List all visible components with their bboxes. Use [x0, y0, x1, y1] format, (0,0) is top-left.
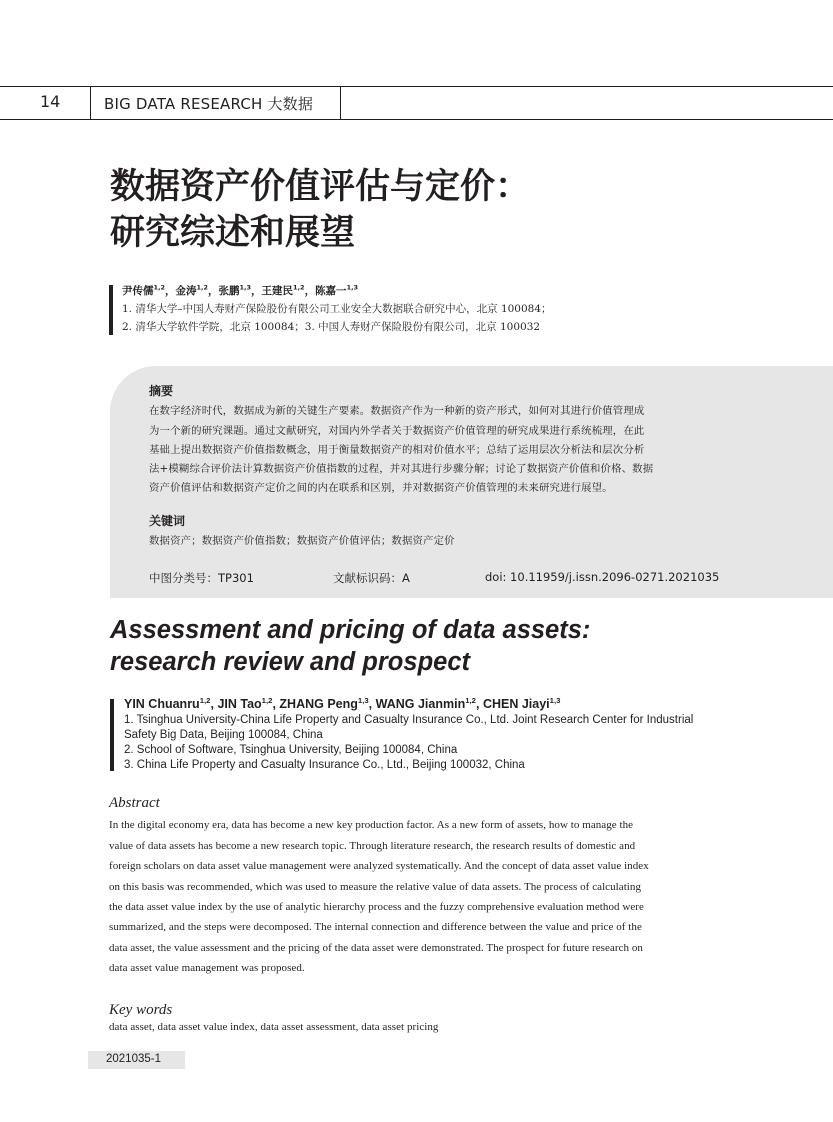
document-code: 文献标识码：A [333, 571, 410, 585]
author-block-bar [110, 699, 114, 771]
article-code: 2021035-1 [106, 1053, 161, 1065]
abstract-cn-line: 资产价值评估和数据资产定价之间的内在联系和区别，并对数据资产价值管理的未来研究进行展望。 [149, 482, 613, 494]
title-en-line: research review and prospect [110, 648, 471, 676]
affiliation-en: 2. School of Software, Tsinghua University, Beijing 100084, China [124, 744, 458, 756]
authors-en [124, 697, 560, 711]
doi: doi: 10.11959/j.issn.2096-0271.2021035 [485, 570, 720, 584]
author-cn: 张鹏$^{1,3}$， [218, 283, 262, 297]
affiliation-en: 1. Tsinghua University-China Life Property and Casualty Insurance Co., Ltd. Joint Research Center for Industrial [124, 714, 694, 726]
abstract-cn-line: 在数字经济时代，数据成为新的关键生产要素。数据资产作为一种新的资产形式，如何对其进行价值管理成 [149, 405, 645, 417]
abstract-en-line: foreign scholars on data asset value management were analyzed systematically. And the concept of data asset value index [109, 860, 649, 872]
abstract-en-line: In the digital economy era, data has become a new key production factor. As a new form of assets, how to manage the [109, 819, 634, 831]
author-cn: 尹传儒$^{1,2}$， [122, 283, 176, 297]
page-title-cn [110, 164, 530, 256]
page-number: 14 [40, 92, 61, 111]
title-en-line: Assessment and pricing of data assets: [110, 616, 591, 644]
header-divider [90, 86, 91, 119]
author-cn: 陈嘉一$^{1,3}$ [315, 283, 359, 297]
author-en: ZHANG Peng$^{1,3}$, [279, 695, 376, 711]
affiliation-en: 3. China Life Property and Casualty Insurance Co., Ltd., Beijing 100032, China [124, 759, 525, 771]
abstract-en-line: summarized, and the steps were decomposed. The internal connection and difference between the value and price of the [109, 921, 642, 933]
keywords-en-label: Key words [109, 1002, 173, 1018]
author-en: YIN Chuanru$^{1,2}$, [124, 695, 218, 711]
title-cn-line: 数据资产价值评估与定价： [110, 167, 531, 207]
header-divider [340, 86, 341, 119]
abstract-cn-line: 基础上提出数据资产价值指数概念，用于衡量数据资产的相对价值水平；总结了运用层次分析法和层次分析 [149, 444, 645, 456]
abstract-cn-line: 为一个新的研究课题。通过文献研究，对国内外学者关于数据资产价值管理的研究成果进行系统梳理，在此 [149, 425, 645, 437]
title-cn-line: 研究综述和展望 [110, 213, 356, 253]
abstract-en-line: data asset value management was proposed. [109, 962, 305, 974]
abstract-en-label: Abstract [109, 795, 160, 811]
abstract-en-line: the data asset value index by the use of analytic hierarchy process and the fuzzy comprehensive evaluation method were [109, 901, 644, 913]
abstract-en-line: data asset, the value assessment and the pricing of the data asset were demonstrated. The prospect for future research on [109, 942, 643, 954]
author-block-bar [109, 285, 113, 335]
header-rule-bottom [0, 119, 833, 120]
header-rule-top [0, 86, 833, 87]
author-en: WANG Jianmin$^{1,2}$, [375, 695, 483, 711]
author-cn: 金涛$^{1,2}$， [175, 283, 219, 297]
clc-number: 中图分类号：TP301 [149, 571, 254, 585]
author-en: CHEN Jiayi$^{1,3}$ [482, 695, 561, 711]
affiliation-cn: 2. 清华大学软件学院，北京 100084；3. 中国人寿财产保险股份有限公司，北京 100032 [122, 321, 541, 333]
author-en: JIN Tao$^{1,2}$, [217, 695, 280, 711]
authors-cn [122, 283, 358, 298]
journal-name: BIG DATA RESEARCH 大数据 [104, 95, 314, 113]
abstract-cn-line: 法+模糊综合评价法计算数据资产价值指数的过程，并对其进行步骤分解；讨论了数据资产价值和价格、数据 [149, 463, 654, 475]
abstract-cn-label: 摘要 [149, 384, 174, 398]
affiliation-cn: 1. 清华大学–中国人寿财产保险股份有限公司工业安全大数据联合研究中心，北京 100084； [122, 303, 552, 315]
keywords-cn-text: 数据资产；数据资产价值指数；数据资产价值评估；数据资产定价 [149, 535, 455, 547]
page-title-en [110, 614, 590, 678]
author-cn: 王建民$^{1,2}$， [261, 283, 316, 297]
affiliation-en: Safety Big Data, Beijing 100084, China [124, 729, 323, 741]
keywords-cn-label: 关键词 [149, 514, 186, 528]
abstract-en-line: value of data assets has become a new research topic. Through literature research, the research results of domestic and [109, 840, 636, 852]
abstract-en-line: on this basis was recommended, which was used to measure the relative value of data assets. The process of calculating [109, 881, 642, 893]
keywords-en-text: data asset, data asset value index, data asset assessment, data asset pricing [109, 1021, 439, 1033]
